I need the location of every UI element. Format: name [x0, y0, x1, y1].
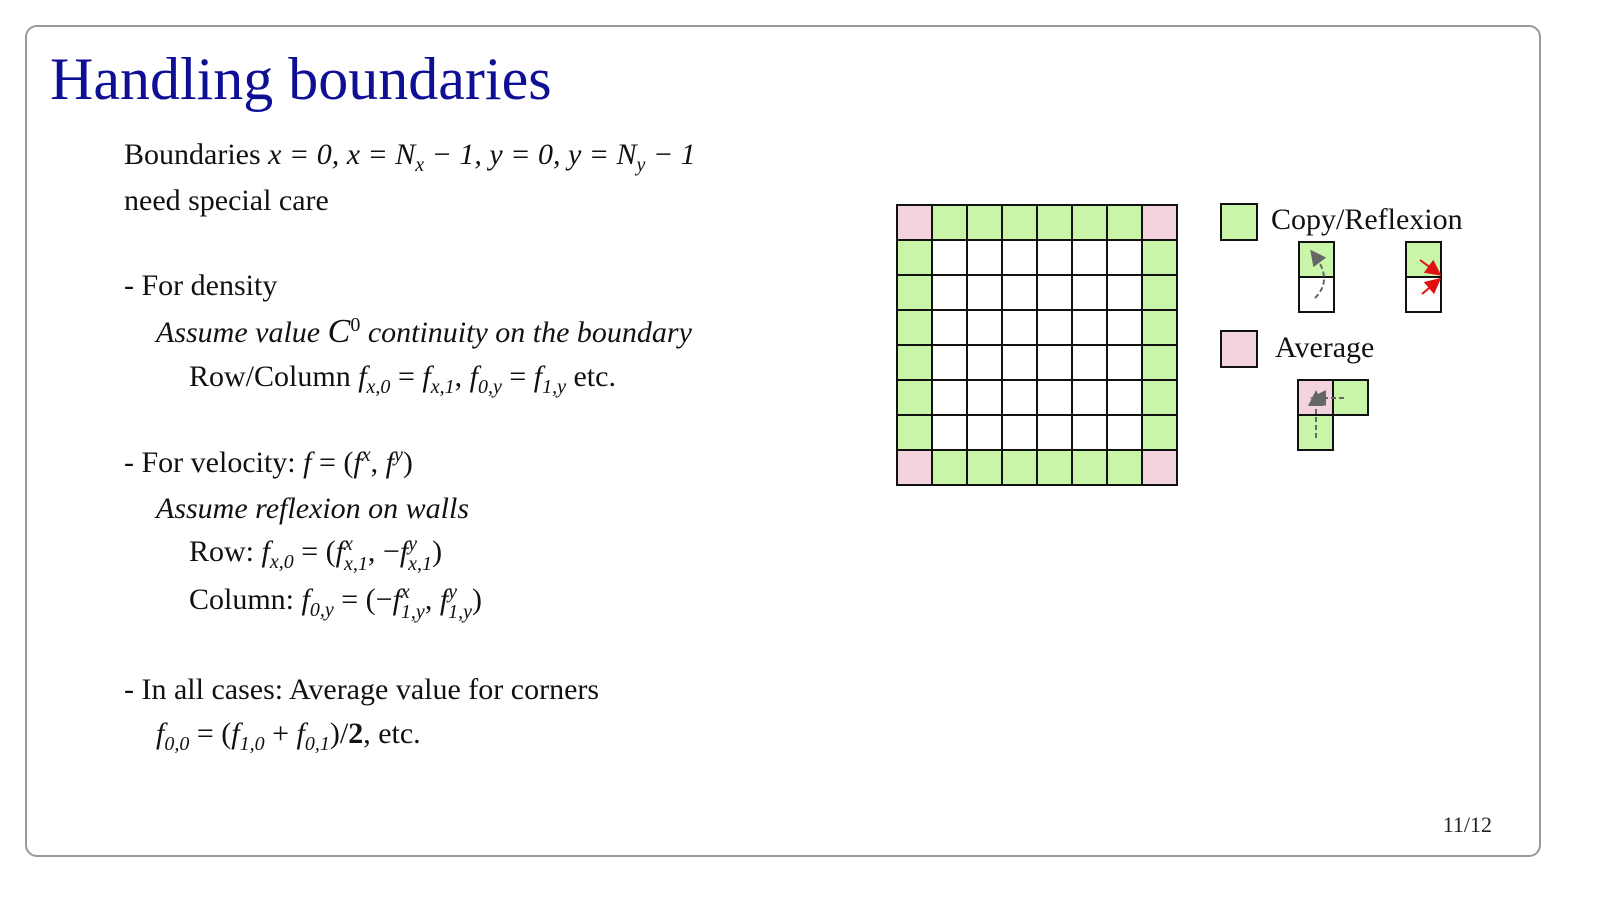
grid-cell-boundary	[897, 240, 932, 275]
grid-cell-boundary	[897, 275, 932, 310]
grid-cell-boundary	[1107, 205, 1142, 240]
intro-line-2: need special care	[124, 184, 329, 217]
intro-math-b: − 1, y = 0, y = N	[424, 138, 637, 171]
grid-cell-corner	[897, 450, 932, 485]
grid-cell-interior	[1037, 380, 1072, 415]
grid-cell-boundary	[932, 450, 967, 485]
average-example-icon	[1296, 378, 1372, 454]
density-rowcol-prefix: Row/Column	[189, 360, 359, 393]
grid-cell-boundary	[1037, 450, 1072, 485]
intro-sub-y: y	[636, 154, 646, 176]
grid-cell-interior	[1002, 275, 1037, 310]
grid-cell-interior	[1072, 345, 1107, 380]
density-assume	[156, 313, 692, 351]
velocity-assume: Assume reflexion on walls	[156, 492, 470, 525]
grid-cell-interior	[1002, 415, 1037, 450]
grid-cell-interior	[1002, 310, 1037, 345]
grid-cell-interior	[1107, 310, 1142, 345]
legend-average-label: Average	[1275, 331, 1375, 364]
grid-cell-interior	[967, 415, 1002, 450]
copy-example-icon	[1297, 240, 1337, 315]
grid-cell-boundary	[1107, 450, 1142, 485]
grid-cell-interior	[1037, 240, 1072, 275]
density-assume-sup: 0	[350, 314, 361, 336]
grid-cell-boundary	[1142, 415, 1177, 450]
boundary-grid	[895, 203, 1181, 489]
grid-cell-boundary	[967, 205, 1002, 240]
corners-suffix: , etc.	[363, 717, 421, 750]
grid-cell-corner	[1142, 205, 1177, 240]
grid-cell-boundary	[932, 205, 967, 240]
grid-cell-boundary	[1142, 345, 1177, 380]
legend-copy-swatch	[1220, 203, 1260, 243]
grid-cell-boundary	[897, 415, 932, 450]
grid-cell-interior	[1037, 415, 1072, 450]
grid-cell-corner	[1142, 450, 1177, 485]
grid-cell-interior	[1107, 275, 1142, 310]
corners-formula: $f_{0,0} = (f_{1,0} + f_{0,1})/2$, etc.	[156, 717, 421, 755]
grid-cell-boundary	[1142, 240, 1177, 275]
grid-cell-interior	[1002, 345, 1037, 380]
grid-cell-interior	[967, 275, 1002, 310]
velocity-heading-prefix: - For velocity:	[124, 446, 304, 479]
grid-cell-interior	[1037, 345, 1072, 380]
grid-cell-boundary	[1142, 310, 1177, 345]
grid-cell-interior	[1037, 275, 1072, 310]
grid-cell-interior	[932, 415, 967, 450]
grid-cell-boundary	[1002, 450, 1037, 485]
density-assume-prefix: Assume value	[156, 316, 328, 349]
page-number: 11/12	[1442, 812, 1492, 837]
grid-cell-interior	[1072, 415, 1107, 450]
velocity-heading: - For velocity: $f = (f^x$, $f^y$)	[124, 444, 413, 479]
velocity-col-prefix: Column:	[189, 582, 302, 616]
grid-cell-boundary	[1002, 205, 1037, 240]
grid-cell-boundary	[1072, 205, 1107, 240]
grid-cell-interior	[1002, 240, 1037, 275]
slide-title: Handling boundaries	[50, 46, 552, 112]
grid-cell-boundary	[1142, 275, 1177, 310]
grid-cell-boundary	[897, 380, 932, 415]
velocity-row-prefix: Row:	[189, 534, 262, 568]
grid-cell-corner	[897, 205, 932, 240]
density-assume-suffix: continuity on the boundary	[360, 316, 692, 349]
velocity-column: Column: $f_{0,y} = (-f$ x 1,y , f y 1,y )	[189, 581, 483, 623]
grid-cell-boundary	[1072, 450, 1107, 485]
reflexion-example-icon	[1404, 240, 1444, 315]
velocity-row: Row: $f_{x,0} = (f$ x x,1 , −f y x,1 )	[189, 533, 443, 575]
corners-heading: - In all cases: Average value for corners	[124, 673, 600, 706]
density-heading: - For density	[124, 269, 278, 302]
intro-math-a: x = 0, x = N	[268, 138, 416, 171]
grid-cell-interior	[1072, 380, 1107, 415]
grid-cell-interior	[967, 240, 1002, 275]
grid-cell-interior	[1037, 310, 1072, 345]
grid-cell-interior	[1107, 380, 1142, 415]
grid-cell-interior	[932, 275, 967, 310]
grid-cell-interior	[967, 380, 1002, 415]
intro-sub-x: x	[415, 154, 425, 176]
grid-cell-interior	[1107, 345, 1142, 380]
grid-cell-interior	[932, 380, 967, 415]
grid-cell-boundary	[1142, 380, 1177, 415]
density-assume-C: C	[327, 313, 351, 350]
grid-cell-interior	[932, 240, 967, 275]
legend-average-swatch	[1220, 330, 1260, 370]
density-rowcol-suffix: etc.	[565, 360, 616, 393]
grid-cell-interior	[1107, 240, 1142, 275]
grid-cell-interior	[967, 345, 1002, 380]
grid-cell-boundary	[897, 310, 932, 345]
grid-cell-interior	[932, 310, 967, 345]
grid-cell-interior	[1072, 275, 1107, 310]
intro-line-1	[124, 138, 696, 176]
intro-prefix: Boundaries	[124, 138, 269, 171]
grid-cell-interior	[1002, 380, 1037, 415]
grid-cell-boundary	[967, 450, 1002, 485]
grid-cell-interior	[1107, 415, 1142, 450]
grid-cell-interior	[967, 310, 1002, 345]
legend-copy-label: Copy/Reflexion	[1271, 203, 1463, 236]
grid-cell-boundary	[897, 345, 932, 380]
density-rowcol: Row/Column $f_{x,0} = f_{x,1}$, $f_{0,y} = f_{1,y}$ etc.	[189, 360, 616, 398]
intro-math-c: − 1	[645, 138, 696, 171]
grid-cell-interior	[932, 345, 967, 380]
grid-cell-interior	[1072, 310, 1107, 345]
grid-cell-boundary	[1037, 205, 1072, 240]
grid-cell-interior	[1072, 240, 1107, 275]
